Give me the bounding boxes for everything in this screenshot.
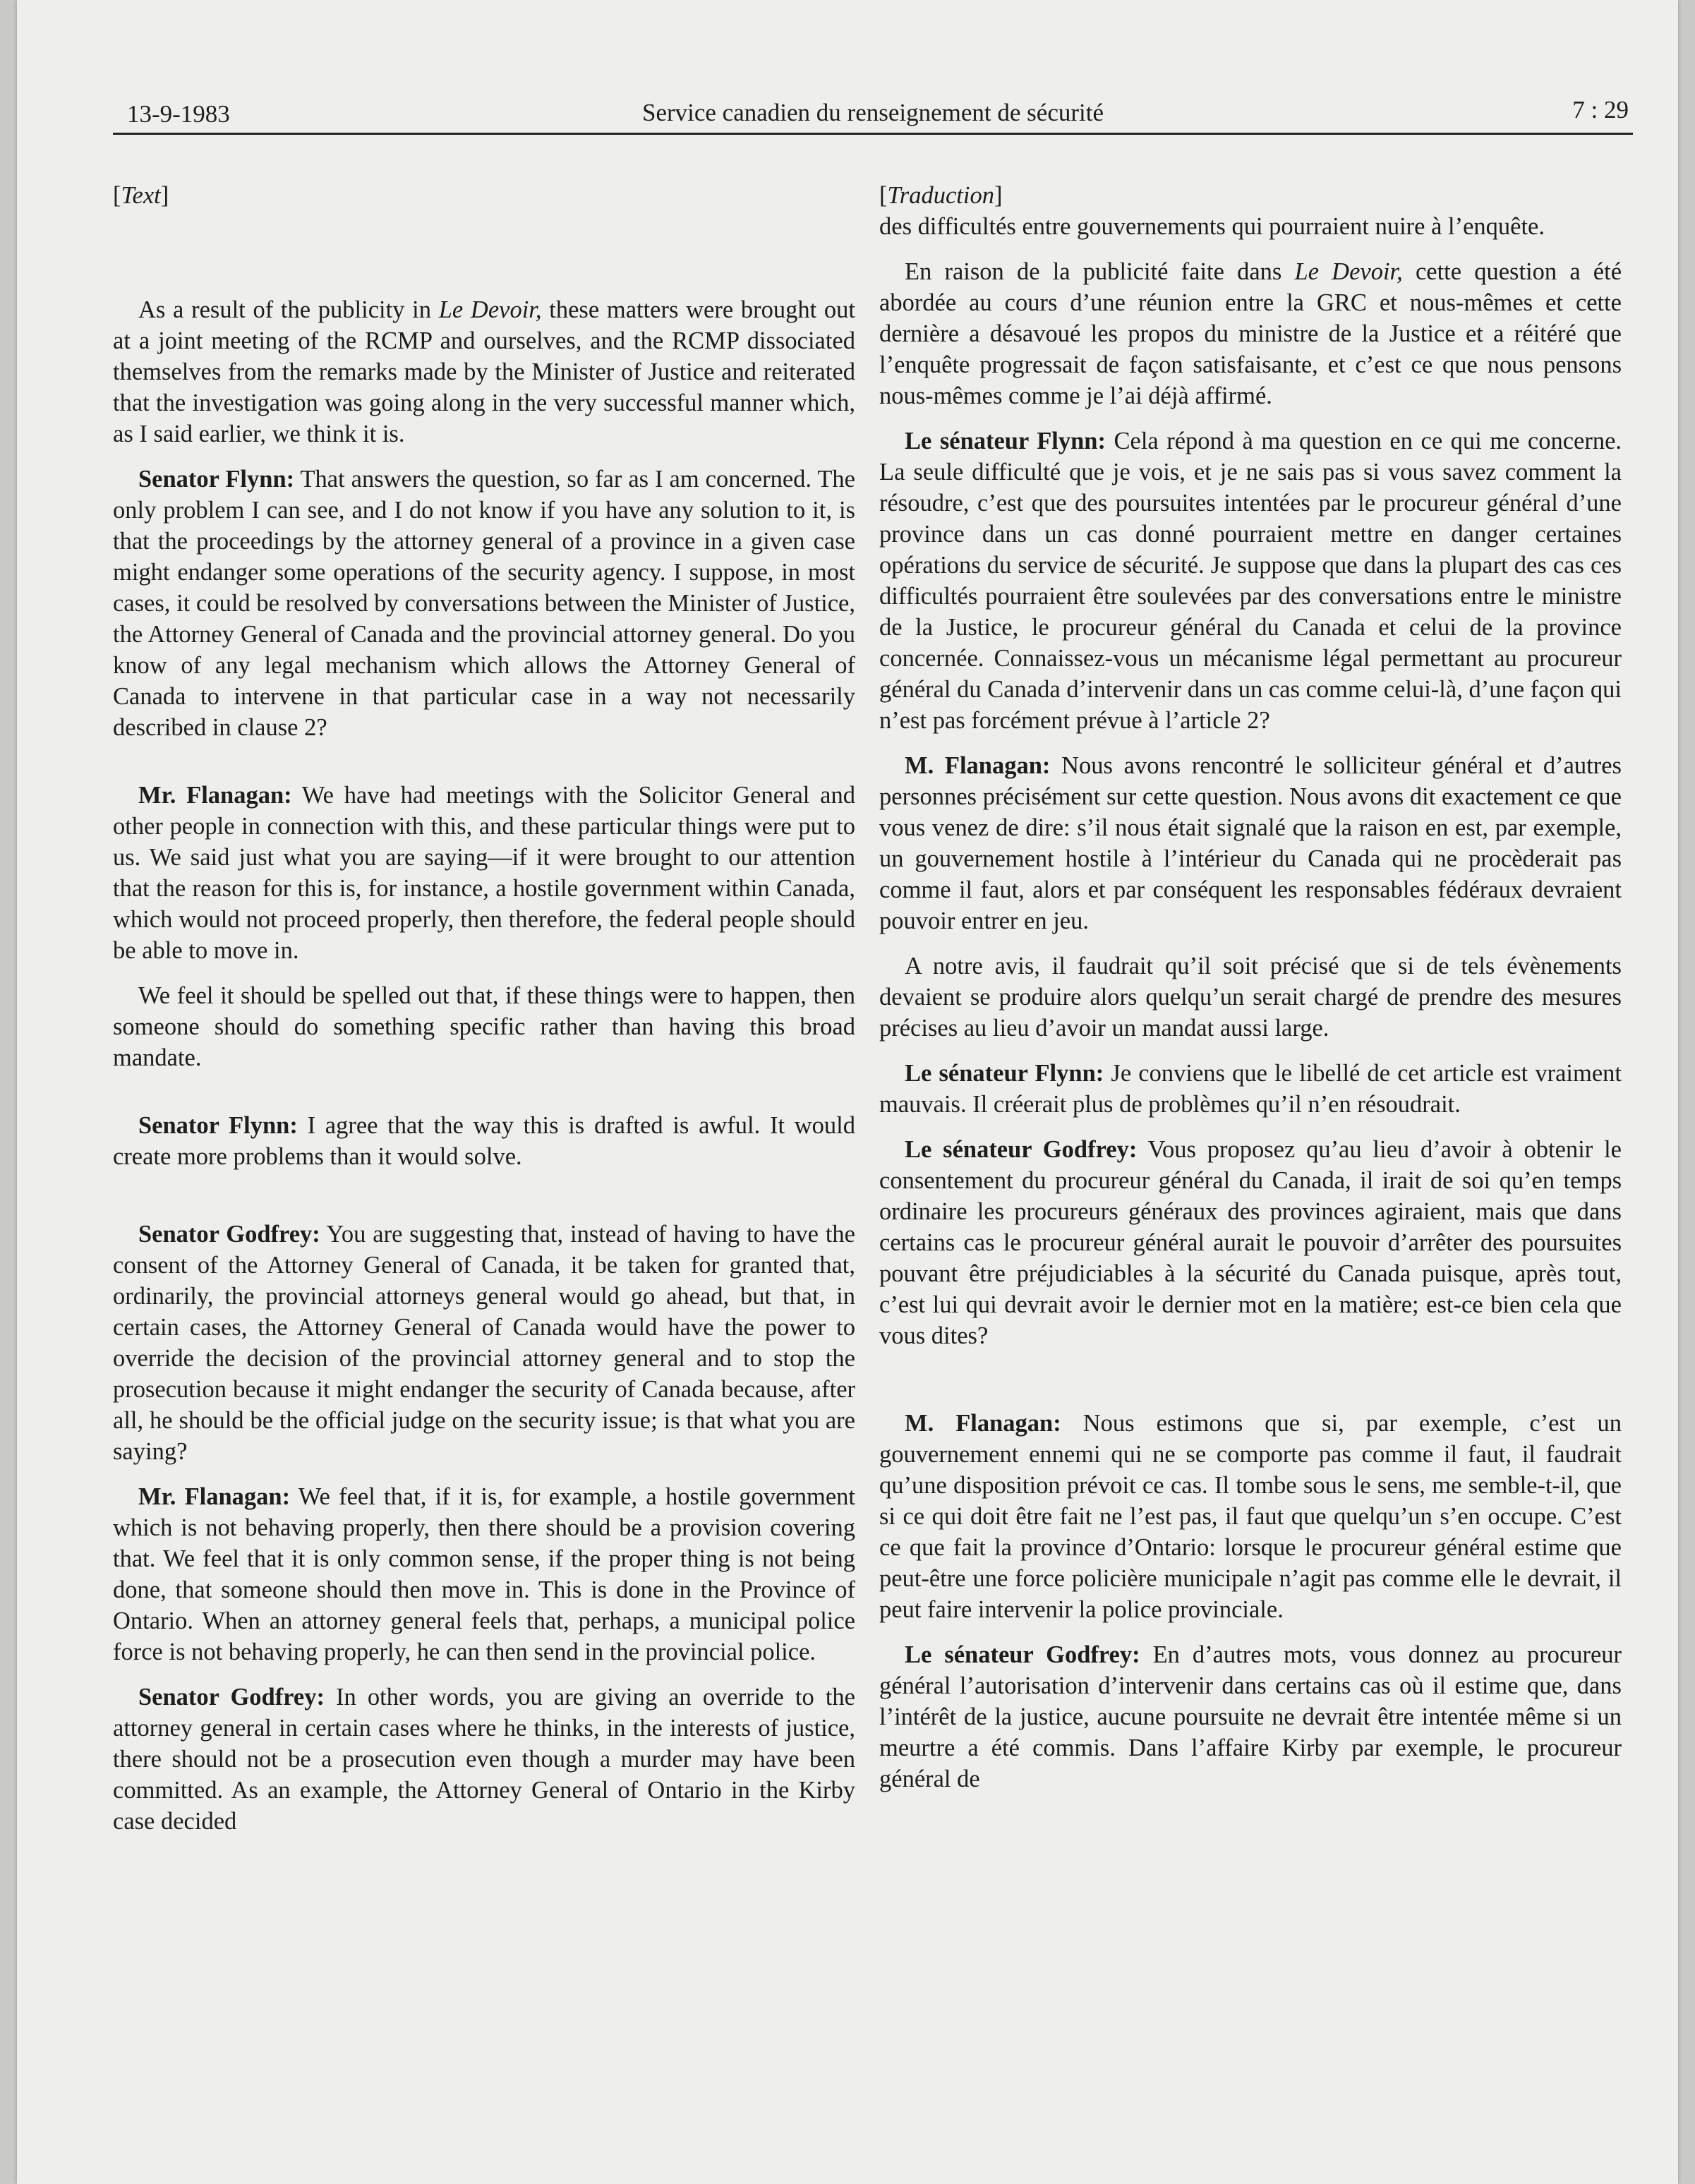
paragraph: M. Flanagan: Nous avons rencontré le solliciteur général et d’autres personnes précisément sur cette question. Nous avons dit exactement ce que vous venez de dire: s’il nous était signalé que la raison en est, par exemple, un gouvernement hostile à l’intérieur du Canada qui ne procèderait pas comme il faut, alors et par conséquent les responsables fédéraux devraient pouvoir entrer en jeu. <box>879 752 1622 934</box>
header-date: 13-9-1983 <box>127 100 230 128</box>
paragraph: En raison de la publicité faite dans Le Devoir, cette question a été abordée au cours d’une réunion entre la GRC et nous-mêmes et cette dernière a désavoué les propos du ministre de la Justice et a réitéré que l’enquête progressait de façon satisfaisante, et c’est ce que nous pensons nous-mêmes comme je l’ai déjà affirmé. <box>879 258 1622 409</box>
paragraph: Mr. Flanagan: We feel that, if it is, for example, a hostile government which is not behaving properly, then there should be a provision covering that. We feel that it is only common sense, if the proper thing is not being done, that someone should then move in. This is done in the Province of Ontario. When an attorney general feels that, perhaps, a municipal police force is not behaving properly, he can then send in the provincial police. <box>113 1483 856 1665</box>
speaker-name: Senator Flynn: <box>138 466 295 493</box>
speaker-name: M. Flanagan: <box>905 1410 1061 1437</box>
speaker-name: Le sénateur Flynn: <box>905 1060 1104 1087</box>
paragraph: Senator Godfrey: You are suggesting that, instead of having to have the consent of the Attorney General of Canada, it be taken for granted that, ordinarily, the provincial attorneys general would go ahead, but that, in certain cases, the Attorney General of Canada would have the power to override the decision of the provincial attorney general and to stop the prosecution because it might endanger the security of Canada because, after all, he should be the official judge on the security issue; is that what you are saying? <box>113 1221 855 1465</box>
language-label: [Traduction] <box>879 182 1003 209</box>
paragraph: As a result of the publicity in Le Devoir, these matters were brought out at a joint meeting of the RCMP and ourselves, and the RCMP dissociated themselves from the remarks made by the Minister of Justice and reiterated that the investigation was going along in the very successful manner which, as I said earlier, we think it is. <box>113 296 855 447</box>
header-page-number: 7 : 29 <box>1572 96 1629 123</box>
speaker-name: Senator Godfrey: <box>138 1221 320 1248</box>
paragraph: des difficultés entre gouvernements qui pourraient nuire à l’enquête. <box>879 213 1545 240</box>
paragraph: Senator Flynn: I agree that the way this is drafted is awful. It would create more problems than it would solve. <box>113 1112 855 1170</box>
speaker-name: Le sénateur Flynn: <box>905 428 1106 454</box>
paragraph: M. Flanagan: Nous estimons que si, par exemple, c’est un gouvernement ennemi qui ne se comporte pas comme il faut, il faudrait qu’une disposition prévoit ce cas. Il tombe sous le sens, me semble-t-il, que si ce qui doit être fait ne l’est pas, il faut que quelqu’un s’en occupe. C’est ce que fait la province d’Ontario: lorsque le procureur général estime que peut-être une force policière municipale n’agit pas comme elle le devrait, il peut faire intervenir la police provinciale. <box>879 1410 1622 1623</box>
document-page <box>17 0 1678 2184</box>
paragraph: Senator Flynn: That answers the question, so far as I am concerned. The only problem I can see, and I do not know if you have any solution to it, is that the proceedings by the attorney general of a province in a given case might endanger some operations of the security agency. I suppose, in most cases, it could be resolved by conversations between the Minister of Justice, the Attorney General of Canada and the provincial attorney general. Do you know of any legal mechanism which allows the Attorney General of Canada to intervene in that particular case in a way not necessarily described in clause 2? <box>113 466 855 741</box>
paragraph: We feel it should be spelled out that, if these things were to happen, then someone should do something specific rather than having this broad mandate. <box>113 982 855 1071</box>
paragraph: Le sénateur Godfrey: Vous proposez qu’au lieu d’avoir à obtenir le consentement du procureur général du Canada, il irait de soi qu’en temps ordinaire les procureurs généraux des provinces agiraient, mais que dans certains cas le procureur général aurait le pouvoir d’arrêter des poursuites pouvant être préjudiciables à la sécurité du Canada puisque, après tout, c’est lui qui devrait avoir le dernier mot en la matière; est-ce bien cela que vous dites? <box>879 1136 1622 1349</box>
speaker-name: Senator Godfrey: <box>138 1684 325 1711</box>
paragraph: Le sénateur Flynn: Je conviens que le libellé de cet article est vraiment mauvais. Il créerait plus de problèmes qu’il n’en résoudrait. <box>879 1060 1622 1118</box>
header-title: Service canadien du renseignement de sécurité <box>641 99 1104 126</box>
speaker-name: Le sénateur Godfrey: <box>905 1641 1140 1668</box>
french-column <box>879 180 1622 1809</box>
speaker-name: Senator Flynn: <box>138 1112 298 1139</box>
speaker-name: Mr. Flanagan: <box>138 1483 291 1510</box>
running-header <box>113 90 1633 135</box>
english-column <box>113 180 855 1851</box>
language-label: [Text] <box>113 182 169 209</box>
speaker-name: M. Flanagan: <box>905 752 1051 779</box>
paragraph: A notre avis, il faudrait qu’il soit précisé que si de tels évènements devaient se produire alors quelqu’un serait chargé de prendre des mesures précises au lieu d’avoir un mandat aussi large. <box>879 953 1622 1042</box>
paragraph: Mr. Flanagan: We have had meetings with the Solicitor General and other people in connection with this, and these particular things were put to us. We said just what you are saying—if it were brought to our attention that the reason for this is, for instance, a hostile government within Canada, which would not proceed properly, then therefore, the federal people should be able to move in. <box>113 782 855 964</box>
speaker-name: Le sénateur Godfrey: <box>905 1136 1138 1163</box>
paragraph: Le sénateur Godfrey: En d’autres mots, vous donnez au procureur général l’autorisation d’intervenir dans certains cas où il estime que, dans l’intérêt de la justice, aucune poursuite ne devrait être intentée même si un meurtre a été commis. Dans l’affaire Kirby par exemple, le procureur général de <box>879 1641 1622 1792</box>
paragraph: Le sénateur Flynn: Cela répond à ma question en ce qui me concerne. La seule difficulté que je vois, et je ne sais pas si vous savez comment la résoudre, c’est que des poursuites intentées par le procureur général d’une province dans un cas donné pourraient mettre en danger certaines opérations du service de sécurité. Je suppose que dans la plupart des cas ces difficultés pourraient être soulevées par des conversations entre le ministre de la Justice, le procureur général du Canada et celui de la province concernée. Connaissez-vous un mécanisme légal permettant au procureur général du Canada d’intervenir dans un cas comme celui-là, d’une façon qui n’est pas forcément prévue à l’article 2? <box>879 428 1622 734</box>
speaker-name: Mr. Flanagan: <box>138 782 292 809</box>
paragraph: Senator Godfrey: In other words, you are giving an override to the attorney general in certain cases where he thinks, in the interests of justice, there should not be a prosecution even though a murder may have been committed. As an example, the Attorney General of Ontario in the Kirby case decided <box>113 1684 855 1835</box>
